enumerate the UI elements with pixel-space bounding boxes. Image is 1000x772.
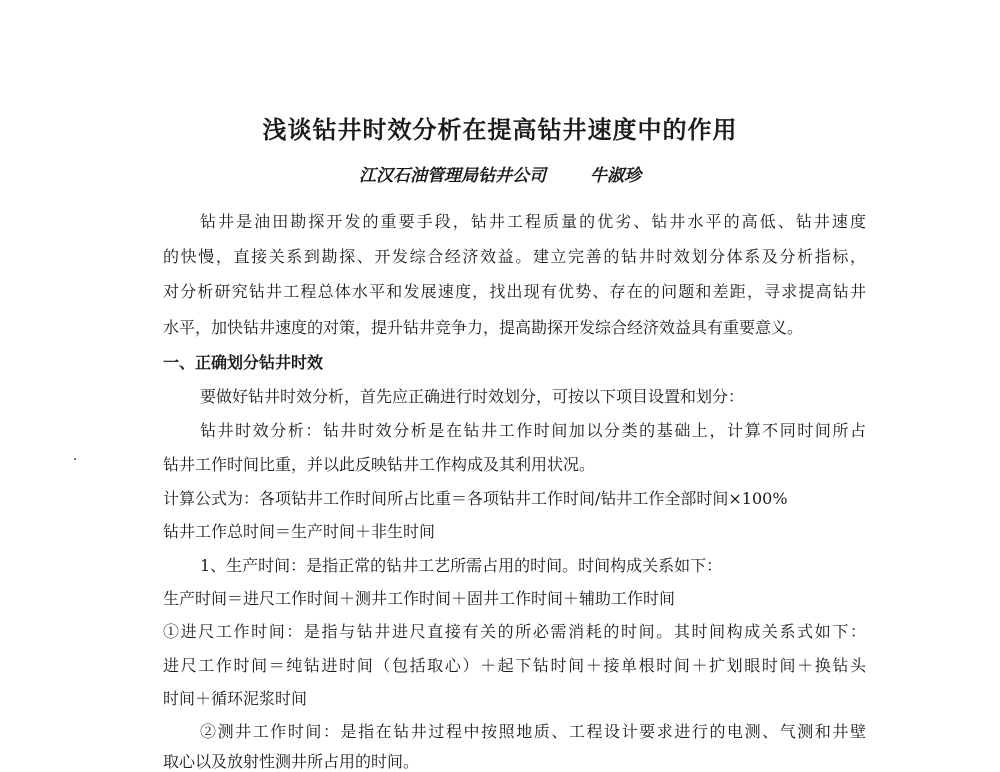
paragraph-line: 的快慢，直接关系到勘探、开发综合经济效益。建立完善的钻井时效划分体系及分析指标，: [163, 247, 866, 266]
paragraph-line: 取心以及放射性测井所占用的时间。: [163, 752, 420, 771]
author-byline: [0, 161, 1000, 186]
scan-speck: [74, 458, 76, 460]
paragraph-line: ①进尺工作时间：是指与钻井进尺直接有关的所必需消耗的时间。其时间构成关系式如下：: [163, 622, 866, 641]
paragraph-line: 钻井是油田勘探开发的重要手段，钻井工程质量的优劣、钻井水平的高低、钻井速度: [200, 212, 866, 231]
formula-line: 计算公式为：各项钻井工作时间所占比重＝各项钻井工作时间/钻井工作全部时间×100%: [163, 489, 788, 508]
paragraph-line: 钻井时效分析：钻井时效分析是在钻井工作时间加以分类的基础上，计算不同时间所占: [200, 421, 866, 440]
author-affiliation: 江汉石油管理局钻井公司: [359, 166, 546, 186]
paragraph-line: 钻井工作时间比重，并以此反映钻井工作构成及其利用状况。: [163, 455, 596, 474]
formula-line: 钻井工作总时间＝生产时间＋非生时间: [163, 522, 436, 541]
formula-line: 时间＋循环泥浆时间: [163, 689, 308, 708]
formula-line: 进尺工作时间＝纯钻进时间（包括取心）＋起下钻时间＋接单根时间＋扩划眼时间＋换钻头: [163, 656, 866, 675]
paragraph-line: 要做好钻井时效分析，首先应正确进行时效划分，可按以下项目设置和划分：: [200, 387, 745, 406]
author-name: 牛淑珍: [590, 166, 641, 186]
paragraph-line: 对分析研究钻井工程总体水平和发展速度，找出现有优势、存在的问题和差距，寻求提高钻井: [163, 282, 866, 301]
paragraph-line: ②测井工作时间：是指在钻井过程中按照地质、工程设计要求进行的电测、气测和井壁: [200, 722, 866, 741]
paragraph-line: 水平，加快钻井速度的对策，提升钻井竞争力，提高勘探开发综合经济效益具有重要意义。: [163, 318, 804, 337]
document-title: 浅谈钻井时效分析在提高钻井速度中的作用: [262, 115, 738, 144]
paragraph-line: 1、生产时间：是指正常的钻井工艺所需占用的时间。时间构成关系如下：: [200, 556, 723, 575]
formula-line: 生产时间＝进尺工作时间＋测井工作时间＋固井工作时间＋辅助工作时间: [163, 589, 676, 608]
section-heading: 一、正确划分钻井时效: [163, 353, 324, 372]
